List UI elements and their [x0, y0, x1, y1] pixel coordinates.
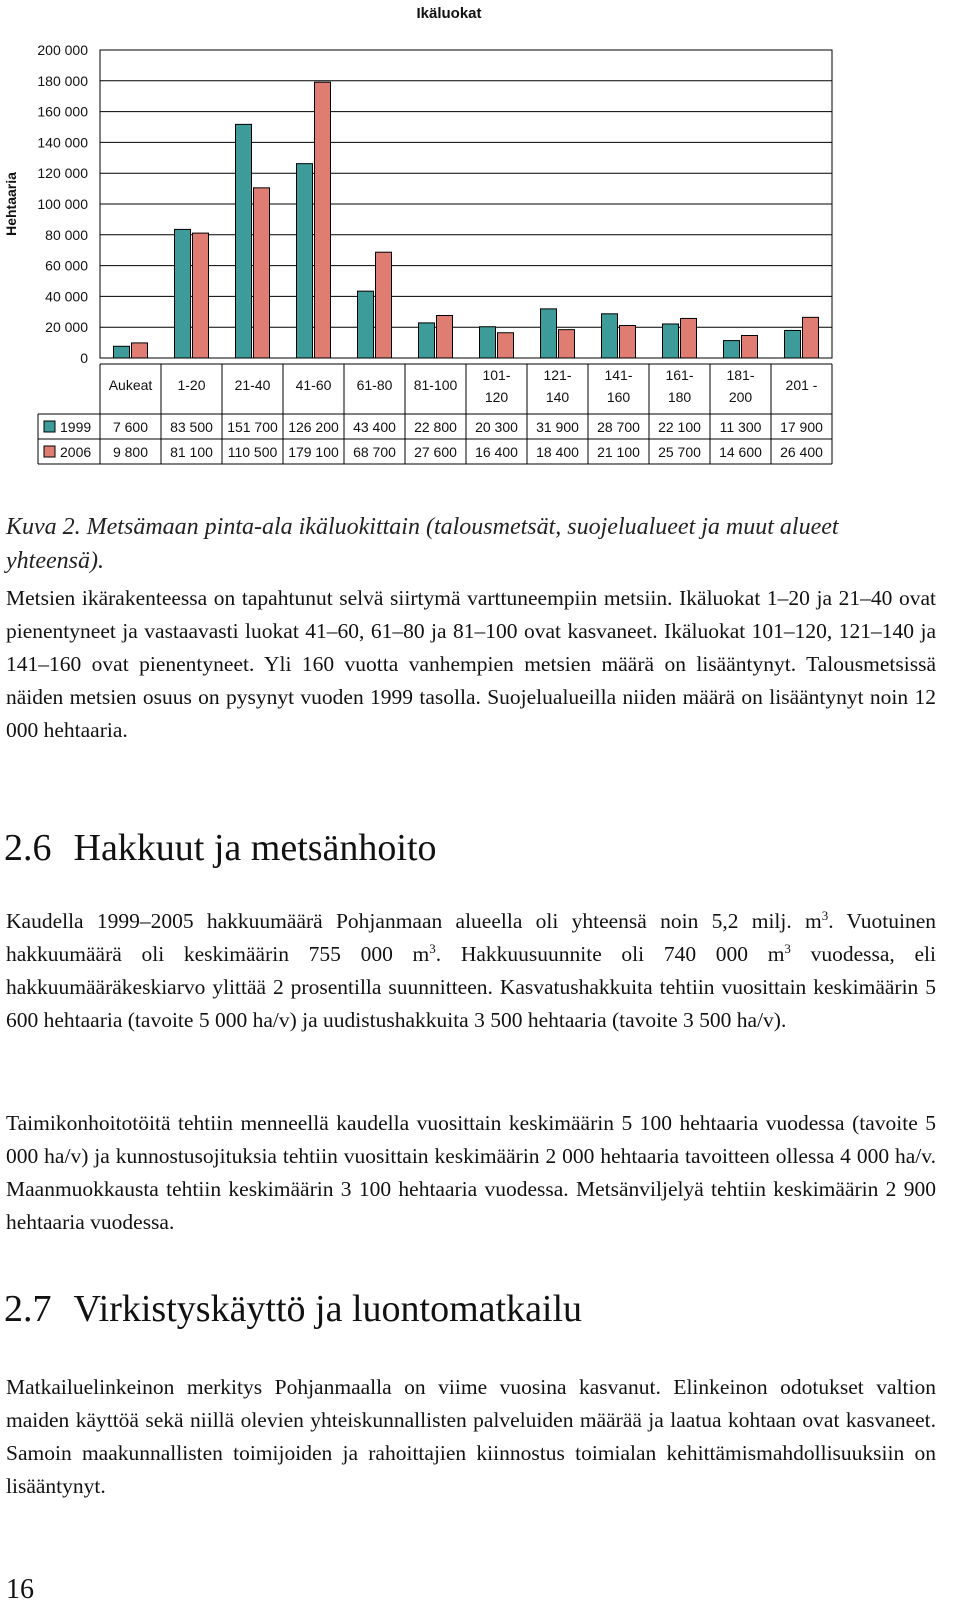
x-tick-label: 120 [484, 389, 509, 405]
data-label-1999: 22 800 [414, 419, 457, 435]
section-title: Virkistyskäyttö ja luontomatkailu [73, 1288, 583, 1330]
x-tick-label: Aukeat [108, 377, 153, 393]
data-label-1999: 151 700 [227, 419, 278, 435]
x-tick-label: 61-80 [356, 377, 393, 393]
x-tick-label: 101- [482, 367, 511, 383]
data-label-1999: 31 900 [536, 419, 579, 435]
age-class-chart [0, 0, 960, 490]
bar-1999 [724, 341, 740, 358]
y-tick-label: 60 000 [45, 257, 88, 274]
bar-2006 [376, 252, 392, 358]
bar-1999 [602, 314, 618, 358]
bar-2006 [498, 333, 514, 358]
y-tick-label: 140 000 [37, 134, 88, 151]
data-label-1999: 7 600 [112, 419, 149, 435]
data-label-2006: 18 400 [536, 444, 579, 460]
x-tick-label: 161- [665, 367, 694, 383]
paragraph-age-structure: Metsien ikärakenteessa on tapahtunut selvä siirtymä varttuneempiin metsiin. Ikäluokat 1–20 ja 21–40 ovat pienentyneet ja vastaavasti luokat 41–60, 61–80 ja 81–100 ovat kasvaneet. Ikäluokat 101–120, 121–140 ja 141–160 ovat pienentyneet. Yli 160 vuotta vanhempien metsien määrä on lisääntynyt. Talousmetsissä näiden metsien osuus on pysynyt vuoden 1999 tasolla. Suojelualueilla niiden määrä on lisääntynyt noin 12 000 hehtaaria. [6, 586, 936, 742]
data-label-2006: 68 700 [353, 444, 396, 460]
superscript: 3 [429, 940, 436, 956]
bar-1999 [419, 323, 435, 358]
data-label-2006: 110 500 [227, 444, 278, 460]
data-label-2006: 179 100 [288, 444, 339, 460]
bar-1999 [114, 346, 130, 358]
y-tick-label: 180 000 [37, 72, 88, 89]
bar-1999 [785, 330, 801, 358]
bar-2006 [559, 330, 575, 358]
x-tick-label: 140 [545, 389, 570, 405]
superscript: 3 [784, 940, 791, 956]
x-tick-label: 41-60 [295, 377, 332, 393]
x-tick-label: 181- [726, 367, 755, 383]
bar-2006 [742, 336, 758, 358]
x-tick-label: 141- [604, 367, 633, 383]
x-tick-label: 81-100 [413, 377, 458, 393]
x-tick-label: 1-20 [177, 377, 206, 393]
x-tick-label: 160 [606, 389, 631, 405]
paragraph-silviculture: Taimikonhoitotöitä tehtiin menneellä kaudella vuosittain keskimäärin 5 100 hehtaaria vuodessa (tavoite 5 000 ha/v) ja kunnostusojituksia tehtiin vuosittain keskimäärin 2 000 hehtaaria tavoitteen ollessa 4 000 ha/v. Maanmuokkausta tehtiin keskimäärin 3 100 hehtaaria vuodessa. Metsänviljelyä tehtiin keskimäärin 2 900 hehtaaria vuodessa. [6, 1111, 936, 1234]
data-label-1999: 43 400 [353, 419, 396, 435]
data-label-1999: 11 300 [719, 419, 762, 435]
y-tick-label: 0 [80, 350, 88, 366]
data-label-1999: 22 100 [658, 419, 701, 435]
data-label-2006: 27 600 [414, 444, 457, 460]
data-label-1999: 28 700 [597, 419, 640, 435]
superscript: 3 [821, 907, 829, 923]
paragraph-tourism: Matkailuelinkeinon merkitys Pohjanmaalla on viime vuosina kasvanut. Elinkeinon odotukset valtion maiden käyttöä sekä niillä olevien yhteiskunnallisten palveluiden määrää ja laatua kohtaan ovat kasvaneet. Samoin maakunnallisten toimijoiden ja rahoittajien kiinnostus toimialan kehittämismahdollisuuksiin on lisääntynyt. [6, 1375, 936, 1498]
figure-caption: Kuva 2. Metsämaan pinta-ala ikäluokittain (talousmetsät, suojelualueet ja muut alueet yhteensä). [6, 514, 839, 574]
x-tick-label: 201 - [785, 377, 818, 393]
y-tick-label: 160 000 [37, 103, 88, 120]
text-part: . Hakkuusuunnite oli 740 000 m [435, 942, 785, 966]
data-label-2006: 81 100 [170, 444, 213, 460]
x-tick-label: 200 [728, 389, 753, 405]
y-tick-label: 100 000 [37, 196, 88, 212]
data-label-1999: 126 200 [288, 419, 339, 435]
chart-title: Ikäluokat [416, 5, 482, 22]
data-label-2006: 16 400 [475, 444, 518, 460]
bar-2006 [132, 343, 148, 358]
y-tick-label: 200 000 [37, 42, 88, 58]
y-axis-label: Hehtaaria [3, 172, 19, 236]
section-number: 2.7 [4, 1288, 52, 1330]
bar-2006 [620, 326, 636, 358]
bar-2006 [437, 315, 453, 358]
bar-2006 [193, 233, 209, 358]
legend-label: 2006 [60, 444, 92, 460]
section-heading-2-7 [4, 1287, 582, 1331]
y-tick-label: 80 000 [45, 226, 88, 243]
bar-1999 [297, 164, 313, 358]
bar-2006 [315, 82, 331, 358]
section-title: Hakkuut ja metsänhoito [73, 827, 437, 869]
legend-label: 1999 [60, 419, 92, 435]
section-heading-2-6 [4, 826, 437, 870]
bar-1999 [175, 229, 191, 358]
text-part: vuodessa, eli hakkuumääräkeskiarvo ylittää 2 prosentilla suunnitteen. Kasvatushakkuita tehtiin vuosittain keskimäärin 5 600 hehtaaria (tavoite 5 000 ha/v) ja uudistushakkuita 3 500 hehtaaria (tavoite 3 500 ha/v). [6, 942, 936, 1032]
y-tick-label: 20 000 [45, 319, 88, 336]
data-label-2006: 25 700 [658, 444, 701, 460]
x-tick-label: 180 [667, 389, 692, 405]
bar-1999 [236, 124, 252, 358]
bar-1999 [663, 324, 679, 358]
y-tick-label: 120 000 [37, 165, 88, 182]
section-number: 2.6 [4, 827, 52, 869]
legend-swatch-2006 [44, 446, 55, 457]
data-label-2006: 9 800 [112, 444, 149, 460]
text-part: . Vuotuinen hakkuumäärä oli keskimäärin 755 000 m [6, 909, 936, 966]
data-label-1999: 17 900 [780, 419, 823, 435]
data-label-1999: 20 300 [475, 419, 518, 435]
data-label-2006: 21 100 [597, 444, 640, 460]
bar-1999 [541, 309, 557, 358]
x-tick-label: 21-40 [234, 377, 271, 393]
y-tick-label: 40 000 [45, 288, 88, 305]
bar-1999 [358, 291, 374, 358]
x-tick-label: 121- [543, 367, 572, 383]
page-number: 16 [6, 1574, 34, 1605]
bar-2006 [254, 188, 270, 358]
legend-swatch-1999 [44, 421, 55, 432]
bar-2006 [803, 317, 819, 358]
data-label-1999: 83 500 [170, 419, 213, 435]
text-part: Kaudella 1999–2005 hakkuumäärä Pohjanmaan alueella oli yhteensä noin 5,2 milj. m [6, 909, 822, 933]
data-label-2006: 26 400 [780, 444, 823, 460]
paragraph-harvesting [6, 905, 936, 1037]
data-label-2006: 14 600 [719, 444, 762, 460]
bar-2006 [681, 318, 697, 358]
bar-1999 [480, 327, 496, 358]
